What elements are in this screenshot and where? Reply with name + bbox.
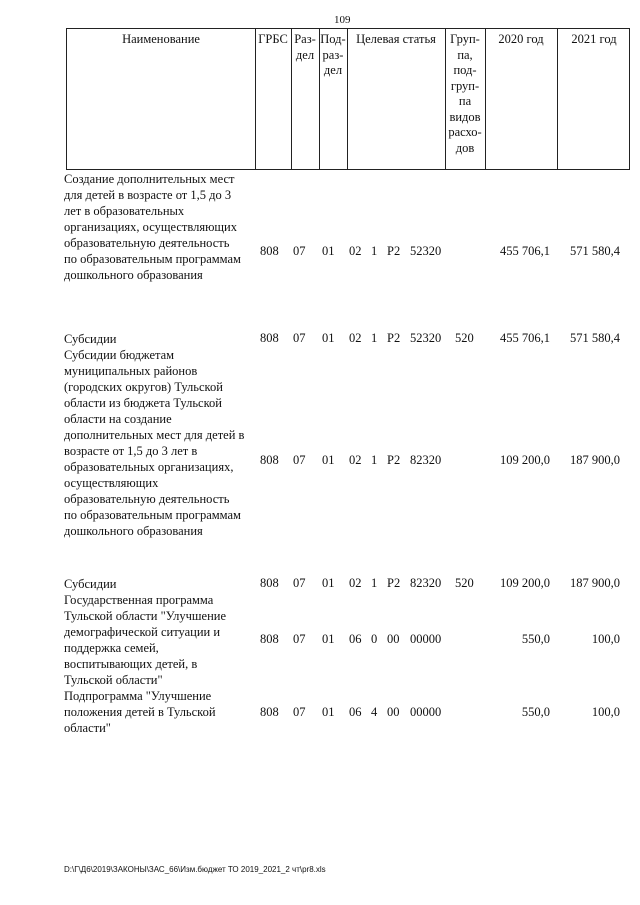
column-divider [557, 29, 558, 169]
row-target-main: P2 [387, 331, 401, 345]
row-target-program: 02 [349, 331, 362, 345]
row-name: Государственная программа Тульской области "Улучшение демографической ситуации и поддержка семей, воспитывающих детей, в Тульской области" [64, 593, 227, 687]
column-divider [347, 29, 348, 169]
row-grbs: 808 [260, 576, 279, 590]
row-name: Субсидии [64, 577, 117, 591]
row-razdel: 07 [293, 244, 306, 258]
row-target-program: 06 [349, 632, 362, 646]
row-target-main: P2 [387, 244, 401, 258]
row-target-main: 00 [387, 705, 400, 719]
row-razdel: 07 [293, 453, 306, 467]
row-target-direction: 82320 [410, 576, 442, 590]
column-divider [485, 29, 486, 169]
row-2020: 455 706,1 [500, 331, 550, 345]
row-2021: 571 580,4 [570, 331, 620, 345]
row-razdel: 07 [293, 632, 306, 646]
row-2020: 550,0 [521, 632, 550, 646]
row-razdel: 07 [293, 331, 306, 345]
row-expense-type: 520 [455, 576, 474, 590]
header-target: Целевая статья [356, 32, 436, 46]
row-2020: 550,0 [521, 705, 550, 719]
row-grbs: 808 [260, 453, 279, 467]
header-2021: 2021 год [571, 32, 617, 46]
header-expense-group: Груп- па, под- груп- па видов расхо- дов [448, 32, 482, 155]
column-divider [255, 29, 256, 169]
row-target-subprogram: 1 [371, 453, 378, 467]
row-name: Субсидии [64, 332, 117, 346]
row-2021: 100,0 [591, 632, 620, 646]
header-grbs: ГРБС [258, 32, 288, 46]
row-target-subprogram: 0 [371, 632, 378, 646]
row-target-subprogram: 1 [371, 331, 378, 345]
row-target-program: 02 [349, 453, 362, 467]
row-grbs: 808 [260, 244, 279, 258]
row-expense-type: 520 [455, 331, 474, 345]
row-target-direction: 52320 [410, 331, 442, 345]
row-target-program: 02 [349, 576, 362, 590]
row-podrazdel: 01 [322, 244, 335, 258]
row-razdel: 07 [293, 576, 306, 590]
row-target-main: 00 [387, 632, 400, 646]
row-target-subprogram: 1 [371, 244, 378, 258]
row-podrazdel: 01 [322, 632, 335, 646]
row-2021: 187 900,0 [570, 576, 620, 590]
row-target-program: 06 [349, 705, 362, 719]
row-grbs: 808 [260, 705, 279, 719]
header-razdel: Раз- дел [294, 32, 316, 62]
header-2020: 2020 год [498, 32, 544, 46]
row-podrazdel: 01 [322, 331, 335, 345]
row-2021: 100,0 [591, 705, 620, 719]
row-target-subprogram: 4 [371, 705, 378, 719]
row-2020: 109 200,0 [500, 576, 550, 590]
row-target-direction: 00000 [410, 632, 442, 646]
row-grbs: 808 [260, 632, 279, 646]
row-podrazdel: 01 [322, 453, 335, 467]
table-header [66, 28, 630, 170]
row-grbs: 808 [260, 331, 279, 345]
row-name: Создание дополнительных мест для детей в возрасте от 1,5 до 3 лет в образовательных организациях, осуществляющих образовательную деятельность по образовательным программам дошкольного образования [64, 172, 241, 282]
row-name: Подпрограмма "Улучшение положения детей в Тульской области" [64, 689, 216, 735]
header-podrazdel: Под- раз- дел [320, 32, 346, 77]
row-2021: 187 900,0 [570, 453, 620, 467]
row-target-main: P2 [387, 453, 401, 467]
row-razdel: 07 [293, 705, 306, 719]
row-podrazdel: 01 [322, 705, 335, 719]
row-2020: 455 706,1 [500, 244, 550, 258]
row-target-main: P2 [387, 576, 401, 590]
row-target-direction: 52320 [410, 244, 442, 258]
row-name: Субсидии бюджетам муниципальных районов (городских округов) Тульской области из бюджета Тульской области на создание дополнительных мест для детей в возрасте от 1,5 до 3 лет в образовательных организациях, осуществляющих образовательную деятельность по образовательным программам дошкольного образования [64, 348, 245, 538]
row-2021: 571 580,4 [570, 244, 620, 258]
row-target-subprogram: 1 [371, 576, 378, 590]
row-target-direction: 82320 [410, 453, 442, 467]
row-target-program: 02 [349, 244, 362, 258]
row-target-direction: 00000 [410, 705, 442, 719]
footer-file-path: D:\Г\Д6\2019\ЗАКОНЫ\ЗАС_66\Изм.бюджет ТО 2019_2021_2 чт\pr8.xls [64, 865, 326, 874]
row-2020: 109 200,0 [500, 453, 550, 467]
row-podrazdel: 01 [322, 576, 335, 590]
header-name: Наименование [122, 32, 200, 46]
page-number: 109 [334, 14, 351, 26]
